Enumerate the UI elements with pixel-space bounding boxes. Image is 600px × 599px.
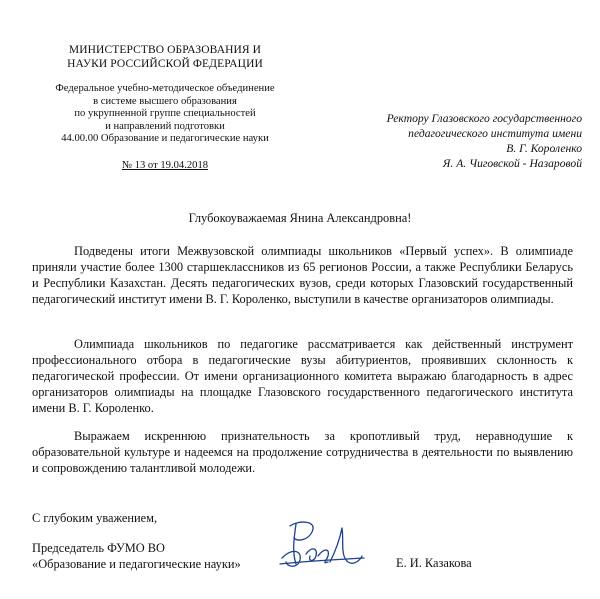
body-paragraph: Выражаем искреннюю признательность за кропотливый труд, неравнодушие к образовательной культуре и надеемся на продолжение сотрудничества в деятельности по выявлению и сопровождению талантливой молодежи. [32,429,573,475]
recipient-line: Ректору Глазовского государственного [386,112,582,125]
ministry-header [30,43,300,71]
recipient-block [330,111,582,171]
ministry-line: МИНИСТЕРСТВО ОБРАЗОВАНИЯ И [68,44,262,56]
fumo-line: 44.00.00 Образование и педагогические науки [61,133,269,145]
registration-number: № 13 от 19.04.2018 [121,160,209,171]
recipient-line: Я. А. Чиговской - Назаровой [442,157,582,170]
recipient-line: педагогического института имени [408,127,582,140]
closing-phrase: С глубоким уважением, [32,511,158,525]
body-paragraph: Олимпиада школьников по педагогике рассматривается как действенный инструмент профессионального отбора в педагогические вузы абитуриентов, проявивших склонность к педагогической профессии. От имени организационного комитета выражаю благодарность в адрес организаторов олимпиады на площадке Глазовского государственного педагогического института имени В. Г. Короленко. [32,337,573,415]
signer-title [32,540,241,572]
recipient-line: В. Г. Короленко [506,142,582,155]
fumo-line: в системе высшего образования [93,95,237,107]
ministry-line: НАУКИ РОССИЙСКОЙ ФЕДЕРАЦИИ [67,58,263,70]
fumo-header [30,83,300,146]
salutation: Глубокоуважаемая Янина Александровна! [188,211,412,225]
body-paragraph: Подведены итоги Межвузовской олимпиады школьников «Первый успех». В олимпиаде приняли участие более 1300 старшеклассников из 65 регионов России, а также Республики Беларусь и Республики Казахстан. Десять педагогических вузов, среди которых Глазовский государственный педагогический институт имени В. Г. Короленко, выступили в качестве организаторов олимпиады. [32,244,573,306]
signer-name: Е. И. Казакова [396,556,472,570]
fumo-line: и направлений подготовки [105,120,225,132]
signer-title-line: «Образование и педагогические науки» [32,557,241,571]
signer-title-line: Председатель ФУМО ВО [32,541,165,555]
fumo-line: Федеральное учебно-методическое объединение [55,83,275,94]
fumo-line: по укрупненной группе специальностей [74,108,256,120]
handwritten-signature [278,518,366,574]
